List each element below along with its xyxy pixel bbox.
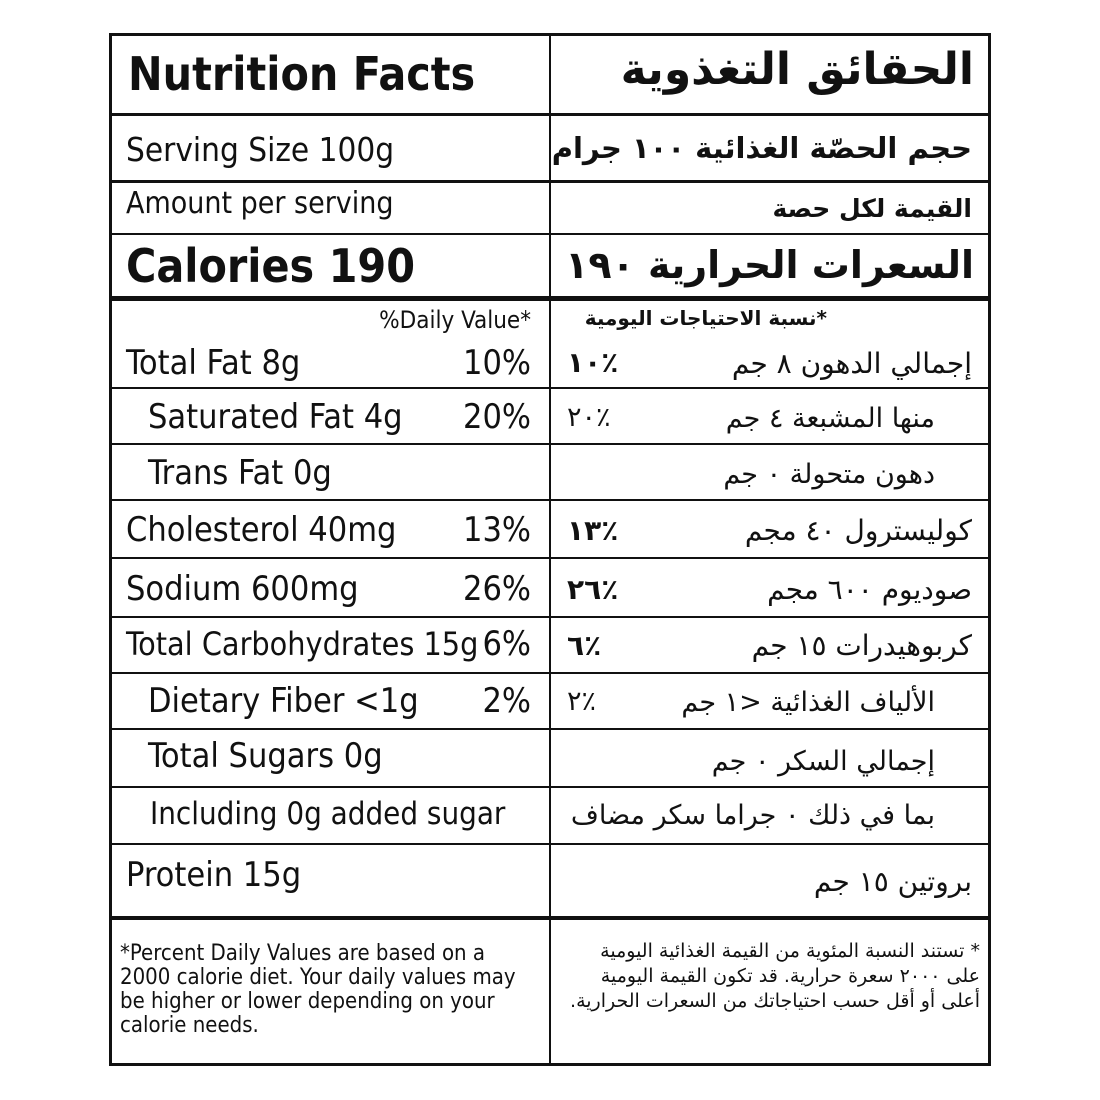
- divider-amount: [112, 233, 988, 235]
- nutrient-protein-ar: بروتين ١٥ جم: [813, 865, 972, 898]
- nutrient-total-sugars-ar: إجمالي السكر ٠ جم: [711, 746, 935, 777]
- nutrient-total-sugars-en: Total Sugars 0g: [148, 736, 383, 776]
- divider-row-6: [112, 672, 988, 674]
- title-ar: الحقائق التغذوية: [620, 44, 974, 95]
- nutrient-sodium-ar: صوديوم ٦٠٠ مجم: [767, 573, 972, 606]
- nutrient-cholesterol-ar: كوليسترول ٤٠ مجم: [744, 514, 972, 547]
- nutrient-added-sugar-en: Including 0g added sugar: [150, 796, 506, 832]
- nutrient-total-fat-dv-ar: ٪١٠: [567, 346, 619, 379]
- nutrient-added-sugar-ar: بما في ذلك ٠ جراما سكر مضاف: [570, 800, 935, 831]
- divider-protein: [112, 916, 988, 920]
- divider-row-8: [112, 786, 988, 788]
- nutrition-label: [109, 33, 991, 1066]
- divider-header: [112, 113, 988, 116]
- divider-serving: [112, 180, 988, 183]
- nutrient-trans-fat-ar: دهون متحولة ٠ جم: [723, 459, 935, 490]
- nutrient-dietary-fiber-ar: الألياف الغذائية ‎<‏١ جم: [681, 687, 935, 718]
- serving-size-en: Serving Size 100g: [126, 130, 395, 169]
- nutrient-saturated-fat-ar: منها المشبعة ٤ جم: [725, 403, 935, 434]
- calories-ar: السعرات الحرارية ١٩٠: [565, 243, 974, 287]
- nutrient-sodium-dv-en: 26%: [463, 569, 531, 609]
- nutrient-total-fat-ar: إجمالي الدهون ٨ جم: [731, 347, 972, 380]
- divider-row-9: [112, 843, 988, 845]
- nutrient-cholesterol-dv-ar: ٪١٣: [567, 514, 619, 547]
- nutrient-dietary-fiber-dv-ar: ٪٢: [567, 686, 597, 717]
- footnote-en: *Percent Daily Values are based on a 2000 calorie diet. Your daily values may be higher or lower depending on your calorie needs.: [120, 941, 516, 1038]
- divider-row-5: [112, 616, 988, 618]
- nutrient-total-carbohydrates-en: Total Carbohydrates 15g: [126, 625, 479, 663]
- calories-en: Calories 190: [126, 239, 415, 293]
- serving-size-ar: حجم الحصّة الغذائية ١٠٠ جرام: [551, 131, 972, 165]
- divider-row-4: [112, 557, 988, 559]
- divider-row-7: [112, 728, 988, 730]
- divider-row-3: [112, 499, 988, 501]
- divider-row-1: [112, 387, 988, 389]
- nutrient-sodium-dv-ar: ٪٢٦: [567, 573, 619, 606]
- amount-per-serving-en: Amount per serving: [126, 186, 394, 221]
- nutrient-saturated-fat-dv-en: 20%: [463, 397, 531, 437]
- nutrient-cholesterol-en: Cholesterol 40mg: [126, 510, 397, 550]
- divider-row-2: [112, 443, 988, 445]
- nutrient-sodium-en: Sodium 600mg: [126, 569, 359, 609]
- nutrient-total-carbohydrates-dv-en: 6%: [482, 624, 531, 664]
- nutrient-saturated-fat-en: Saturated Fat 4g: [148, 397, 403, 437]
- nutrient-saturated-fat-dv-ar: ٪٢٠: [567, 402, 611, 433]
- footnote-ar: * تستند النسبة المئوية من القيمة الغذائية اليومية على ٢٠٠٠ سعرة حرارية. قد تكون القيمة اليومية أعلى أو أقل حسب احتياجاتك من السعرات الحرارية.: [570, 940, 980, 1012]
- title-en: Nutrition Facts: [128, 47, 476, 101]
- nutrient-trans-fat-en: Trans Fat 0g: [148, 453, 332, 493]
- center-divider: [549, 36, 551, 1063]
- nutrient-cholesterol-dv-en: 13%: [463, 510, 531, 550]
- amount-per-serving-ar: القيمة لكل حصة: [772, 194, 972, 223]
- nutrient-total-fat-dv-en: 10%: [463, 343, 531, 383]
- daily-value-header-ar: *نسبة الاحتياجات اليومية: [584, 306, 827, 330]
- nutrient-dietary-fiber-en: Dietary Fiber <1g: [148, 681, 419, 721]
- divider-calories: [112, 296, 988, 301]
- nutrient-total-fat-en: Total Fat 8g: [126, 343, 301, 383]
- daily-value-header-en: %Daily Value*: [379, 306, 531, 334]
- nutrient-dietary-fiber-dv-en: 2%: [482, 681, 531, 721]
- nutrient-total-carbohydrates-dv-ar: ٪٦: [567, 629, 602, 662]
- nutrient-total-carbohydrates-ar: كربوهيدرات ١٥ جم: [751, 629, 972, 662]
- nutrient-protein-en: Protein 15g: [126, 855, 302, 895]
